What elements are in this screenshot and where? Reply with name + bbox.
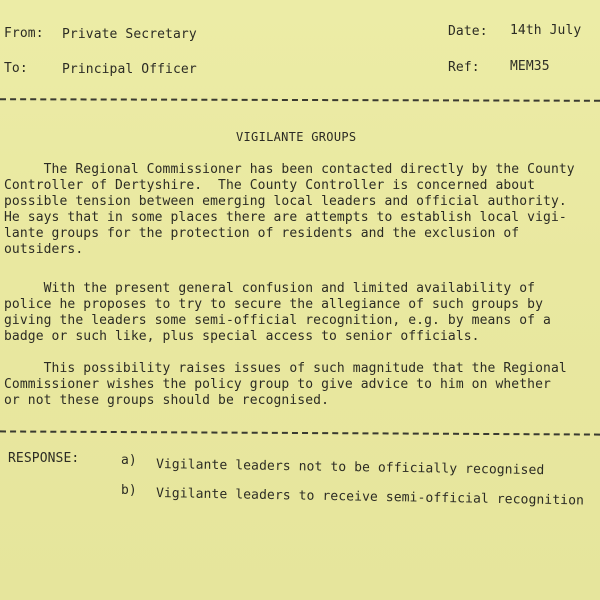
paragraph2-line: badge or such like, plus special access to senior officials.	[4, 329, 480, 344]
paragraph3-line: or not these groups should be recognised.	[4, 393, 329, 408]
date-value: 14th July	[510, 23, 582, 38]
memo-title: VIGILANTE GROUPS	[236, 130, 357, 144]
to-value: Principal Officer	[62, 62, 197, 77]
paragraph1-line: Controller of Dertyshire. The County Controller is concerned about	[4, 178, 536, 193]
paragraph1-line: He says that in some places there are attempts to establish local vigi-	[4, 210, 567, 225]
paragraph1-line: possible tension between emerging local leaders and official authority.	[4, 194, 567, 209]
paragraph1-line: The Regional Commissioner has been contacted directly by the County	[4, 162, 575, 177]
paragraph1-line: lante groups for the protection of residents and the exclusion of	[4, 226, 520, 241]
paragraph2-line: police he proposes to try to secure the allegiance of such groups by	[4, 297, 544, 312]
to-label: To:	[4, 61, 28, 76]
response-label: RESPONSE:	[8, 451, 80, 466]
paragraph2-line: With the present general confusion and limited availability of	[4, 281, 536, 296]
ref-label: Ref:	[448, 60, 480, 75]
response-option-b-marker: b)	[121, 483, 137, 498]
header-divider	[0, 98, 600, 102]
from-label: From:	[4, 26, 44, 41]
response-option-a-marker: a)	[121, 453, 137, 468]
paragraph2-line: giving the leaders some semi-official recognition, e.g. by means of a	[4, 313, 551, 328]
response-option-b-text: Vigilante leaders to receive semi-official recognition	[155, 486, 585, 509]
paragraph3-line: This possibility raises issues of such magnitude that the Regional	[4, 361, 567, 376]
response-divider	[0, 430, 600, 435]
paragraph1-line: outsiders.	[4, 242, 84, 257]
ref-value: MEM35	[510, 59, 550, 74]
from-value: Private Secretary	[62, 27, 197, 42]
response-option-a-text: Vigilante leaders not to be officially recognised	[155, 457, 545, 479]
date-label: Date:	[448, 24, 488, 39]
paragraph3-line: Commissioner wishes the policy group to give advice to him on whether	[4, 377, 551, 392]
